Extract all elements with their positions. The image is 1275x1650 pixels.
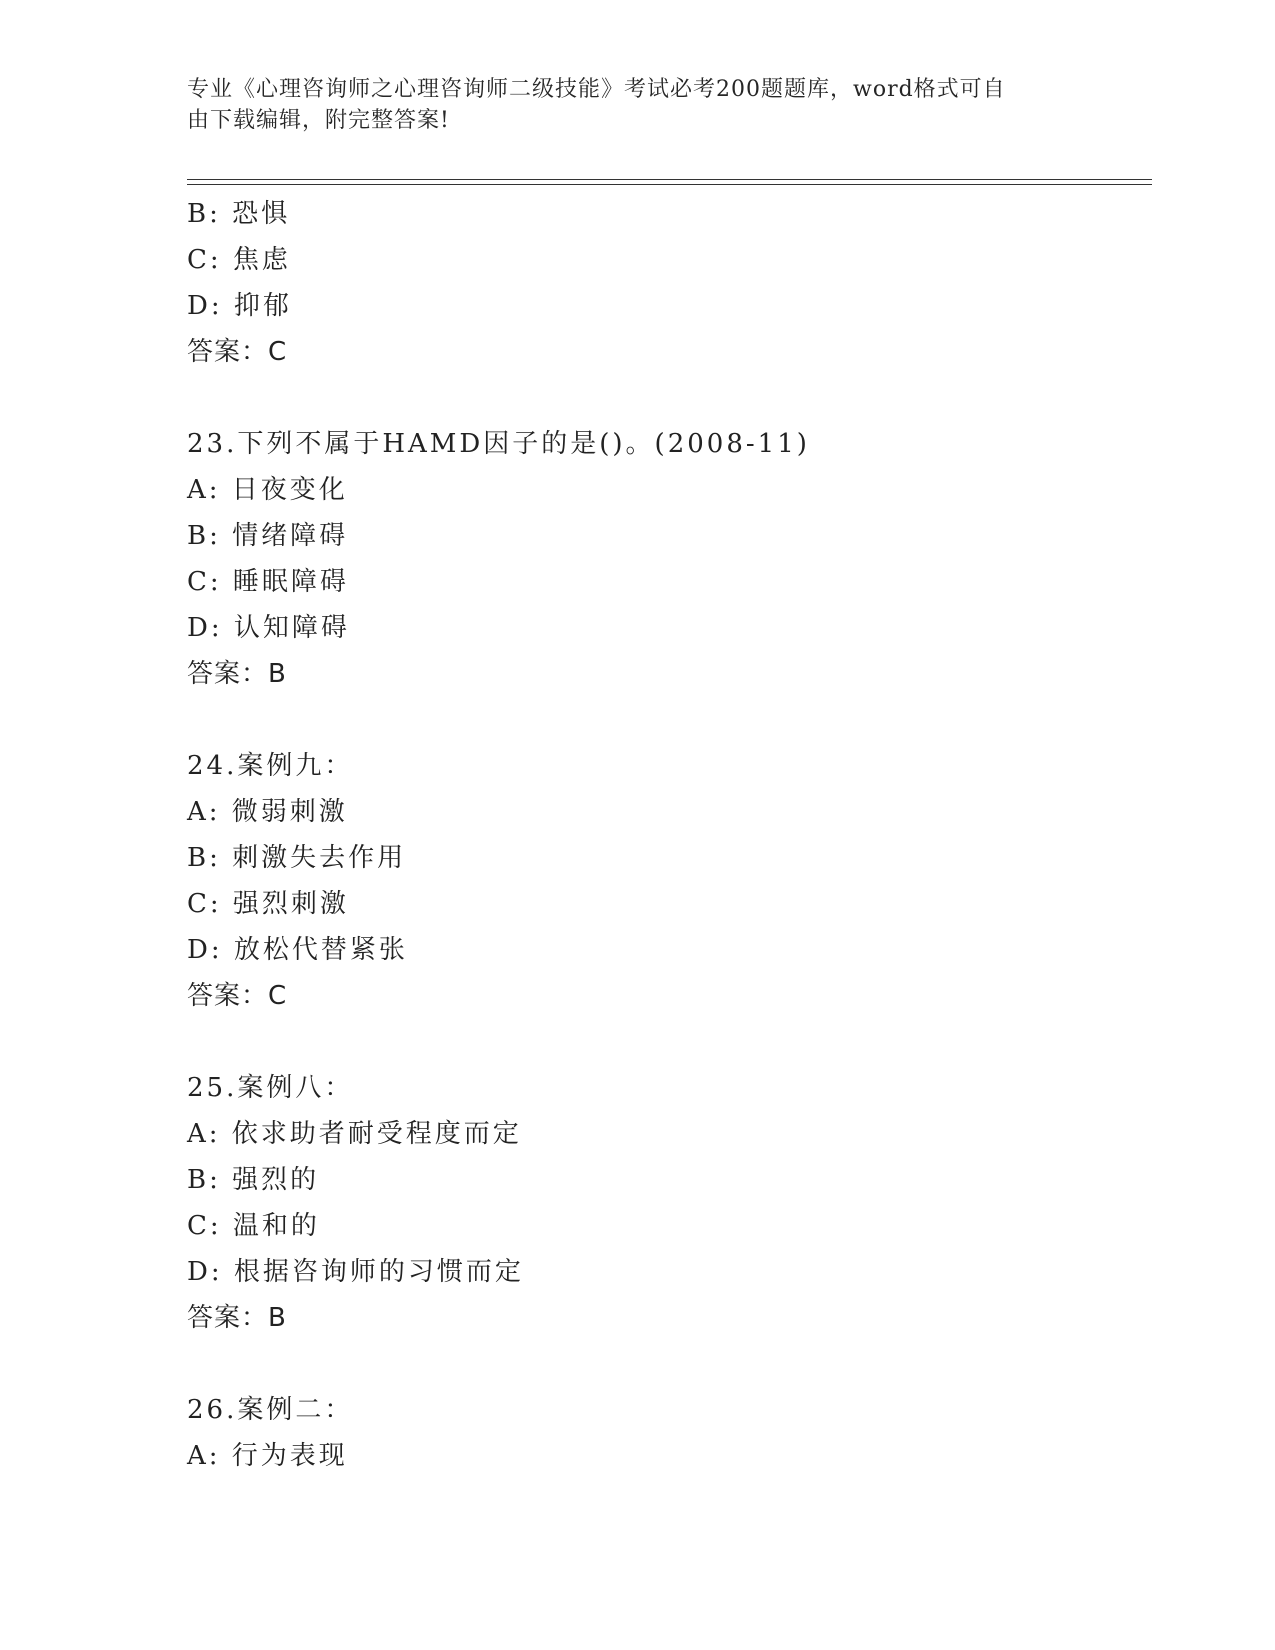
spacer	[187, 1019, 1147, 1065]
answer-line: 答案：B	[187, 1303, 287, 1333]
option-line: C: 睡眠障碍	[187, 567, 349, 597]
option-line: B: 情绪障碍	[187, 521, 349, 551]
option-line: B: 恐惧	[187, 199, 291, 229]
option-line: D: 放松代替紧张	[187, 935, 408, 965]
question-block-25	[187, 1065, 1147, 1341]
question-block-23	[187, 421, 1147, 697]
question-block-prev	[187, 191, 1147, 375]
header-divider-top	[187, 179, 1152, 180]
question-stem: 23.下列不属于HAMD因子的是()。(2008-11)	[187, 429, 810, 459]
question-block-26	[187, 1387, 1147, 1479]
answer-line: 答案：B	[187, 659, 287, 689]
question-block-24	[187, 743, 1147, 1019]
option-line: C: 强烈刺激	[187, 889, 349, 919]
question-list	[187, 191, 1147, 1479]
header-line-2: 由下载编辑，附完整答案!	[187, 108, 450, 133]
option-line: B: 强烈的	[187, 1165, 320, 1195]
option-line: D: 根据咨询师的习惯而定	[187, 1257, 524, 1287]
option-line: B: 刺激失去作用	[187, 843, 407, 873]
spacer	[187, 375, 1147, 421]
header-divider-bottom	[187, 184, 1152, 185]
option-line: A: 微弱刺激	[187, 797, 348, 827]
header-line-1: 专业《心理咨询师之心理咨询师二级技能》考试必考200题题库，word格式可自	[187, 77, 1006, 102]
answer-line: 答案：C	[187, 981, 288, 1011]
answer-line: 答案：C	[187, 337, 288, 367]
option-line: A: 行为表现	[187, 1441, 348, 1471]
option-line: C: 温和的	[187, 1211, 320, 1241]
option-line: A: 依求助者耐受程度而定	[187, 1119, 522, 1149]
option-line: D: 抑郁	[187, 291, 292, 321]
option-line: A: 日夜变化	[187, 475, 348, 505]
spacer	[187, 1341, 1147, 1387]
option-line: D: 认知障碍	[187, 613, 350, 643]
question-stem: 25.案例八：	[187, 1073, 354, 1103]
page-header	[187, 74, 1087, 136]
option-line: C: 焦虑	[187, 245, 291, 275]
question-stem: 26.案例二：	[187, 1395, 354, 1425]
spacer	[187, 697, 1147, 743]
question-stem: 24.案例九：	[187, 751, 354, 781]
